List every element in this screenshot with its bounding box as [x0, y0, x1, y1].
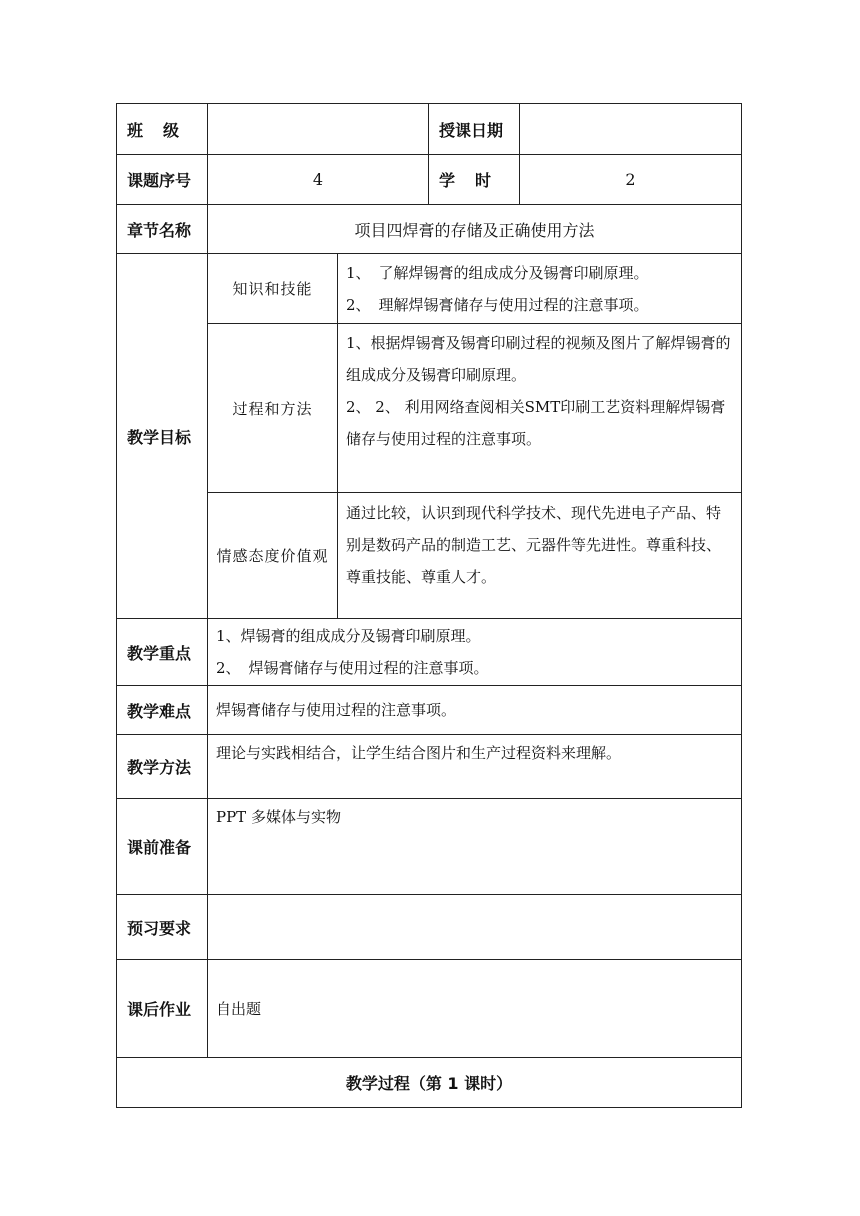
lesson-no-label: 课题序号 [117, 155, 208, 205]
key-point-2 [216, 652, 735, 684]
class-label-char-1: 班 [127, 120, 144, 140]
process-content[interactable] [338, 324, 742, 493]
hours-label-cell [429, 155, 520, 205]
row-methods [117, 735, 742, 799]
attitude-label: 情感态度价值观 [208, 493, 338, 619]
knowledge-item-1 [346, 257, 735, 289]
methods-content[interactable]: 理论与实践相结合，让学生结合图片和生产过程资料来理解。 [208, 735, 742, 799]
difficulties-content[interactable]: 焊锡膏储存与使用过程的注意事项。 [208, 686, 742, 735]
row-chapter [117, 205, 742, 254]
key-point-1: 1、焊锡膏的组成成分及锡膏印刷原理。 [216, 627, 481, 645]
row-footer [117, 1058, 742, 1108]
preparation-label: 课前准备 [117, 799, 208, 895]
lesson-plan-table [116, 103, 742, 1108]
hours-label-char-2: 时 [474, 171, 491, 190]
class-label-char-2: 级 [162, 120, 179, 140]
row-preparation [117, 799, 742, 895]
key-points-content[interactable] [208, 619, 742, 686]
knowledge-item-2 [346, 289, 735, 321]
homework-content[interactable]: 自出题 [208, 960, 742, 1058]
row-objective-knowledge [117, 254, 742, 324]
row-objective-attitude [117, 493, 742, 619]
knowledge-label: 知识和技能 [208, 254, 338, 324]
homework-label: 课后作业 [117, 960, 208, 1058]
knowledge-item-1-num: 1、 [346, 263, 371, 282]
key-point-2-num: 2、 [216, 659, 241, 677]
knowledge-item-2-num: 2、 [346, 295, 371, 314]
chapter-label: 章节名称 [117, 205, 208, 254]
row-preview [117, 895, 742, 960]
row-class-date [117, 104, 742, 155]
hours-label-char-1: 学 [439, 171, 456, 190]
attitude-content[interactable]: 通过比较，认识到现代科学技术、现代先进电子产品、特别是数码产品的制造工艺、元器件等先进性。尊重科技、尊重技能、尊重人才。 [338, 493, 742, 619]
process-label: 过程和方法 [208, 324, 338, 493]
row-key-points [117, 619, 742, 686]
key-points-label: 教学重点 [117, 619, 208, 686]
preview-content[interactable] [208, 895, 742, 960]
knowledge-content[interactable] [338, 254, 742, 324]
hours-value[interactable]: 2 [520, 155, 742, 205]
class-label-cell [117, 104, 208, 155]
process-line-1: 1、根据焊锡膏及锡膏印刷过程的视频及图片了解焊锡膏的组成成分及锡膏印刷原理。 [346, 334, 731, 384]
knowledge-item-1-text: 了解焊锡膏的组成成分及锡膏印刷原理。 [378, 263, 649, 282]
teaching-process-heading: 教学过程（第 1 课时） [117, 1058, 742, 1108]
preparation-content[interactable]: PPT 多媒体与实物 [208, 799, 742, 895]
date-label: 授课日期 [429, 104, 520, 155]
lesson-no-value[interactable]: 4 [208, 155, 429, 205]
row-homework [117, 960, 742, 1058]
row-difficulties [117, 686, 742, 735]
preview-label: 预习要求 [117, 895, 208, 960]
date-value[interactable] [520, 104, 742, 155]
objectives-label: 教学目标 [117, 254, 208, 619]
knowledge-item-2-text: 理解焊锡膏储存与使用过程的注意事项。 [378, 295, 649, 314]
methods-label: 教学方法 [117, 735, 208, 799]
process-line-2: 2、 2、 利用网络查阅相关SMT印刷工艺资料理解焊锡膏储存与使用过程的注意事项。 [346, 398, 726, 448]
difficulties-label: 教学难点 [117, 686, 208, 735]
row-lesson-hours [117, 155, 742, 205]
class-value[interactable] [208, 104, 429, 155]
row-objective-process [117, 324, 742, 493]
key-point-2-text: 焊锡膏储存与使用过程的注意事项。 [248, 659, 489, 677]
chapter-value[interactable]: 项目四焊膏的存储及正确使用方法 [208, 205, 742, 254]
